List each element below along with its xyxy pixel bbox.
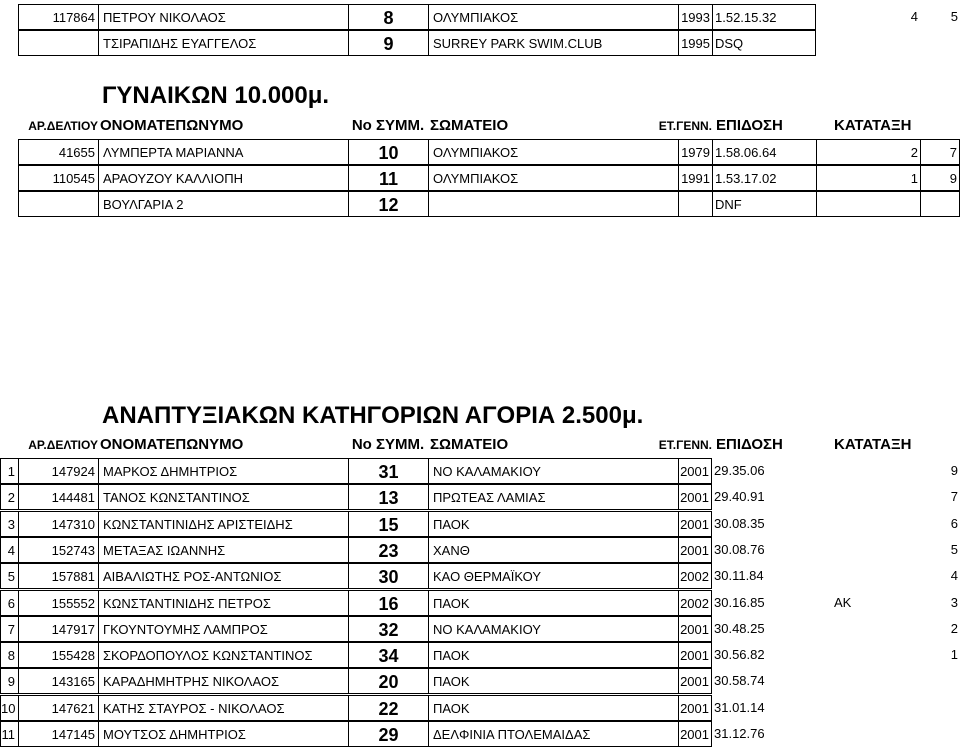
result-row-rank: 9 (920, 165, 960, 191)
result-row-year: 2001 (678, 458, 712, 484)
result-row-name: ΑΙΒΑΛΙΩΤΗΣ ΡΟΣ-ΑΝΤΩΝΙΟΣ (98, 563, 348, 589)
result-row-time: 1.58.06.64 (712, 139, 816, 165)
result-row-year: 2002 (678, 590, 712, 616)
result-row-club: ΠΑΟΚ (428, 668, 678, 694)
result-row (0, 511, 960, 537)
result-row-club: ΠΑΟΚ (428, 590, 678, 616)
result-row-club: ΔΕΛΦΙΝΙΑ ΠΤΟΛΕΜΑΙΔΑΣ (428, 721, 678, 747)
result-row (0, 668, 960, 694)
result-row-year: 2001 (678, 484, 712, 510)
result-row-note (832, 616, 920, 642)
result-row-no: 11 (348, 165, 428, 191)
result-row-no: 13 (348, 484, 428, 510)
result-row-rank: 9 (950, 463, 958, 478)
section2-header-rank: ΚΑΤΑΤΑΞΗ (834, 436, 912, 453)
result-row-pts (816, 191, 920, 217)
result-row-rank: 5 (950, 541, 958, 557)
result-row-club: ΟΛΥΜΠΙΑΚΟΣ (428, 165, 678, 191)
result-row-club: ΠΑΟΚ (428, 695, 678, 721)
result-row-pos: 5 (0, 563, 18, 589)
result-row (0, 590, 960, 616)
result-row-rank: 3 (950, 594, 958, 610)
result-row-pos: 2 (0, 484, 18, 510)
result-row-id: 110545 (18, 165, 98, 191)
result-row-year: 2002 (678, 563, 712, 589)
top-row (0, 30, 960, 56)
top-row-year: 1995 (678, 30, 712, 56)
section2-header-year: ΕΤ.ΓΕΝΝ. (658, 438, 712, 452)
top-row-id (18, 30, 98, 56)
result-row-pos: 1 (0, 458, 18, 484)
result-row-club: ΚΑΟ ΘΕΡΜΑΪΚΟΥ (428, 563, 678, 589)
result-row-name: ΣΚΟΡΔΟΠΟΥΛΟΣ ΚΩΝΣΤΑΝΤΙΝΟΣ (98, 642, 348, 668)
result-row-time: 30.08.35 (714, 515, 765, 531)
result-row-time: 29.35.06 (714, 463, 765, 478)
top-row-club: ΟΛΥΜΠΙΑΚΟΣ (428, 4, 678, 30)
result-row-note (832, 721, 920, 747)
result-row-rank: 2 (950, 620, 958, 636)
result-row-club: ΧΑΝΘ (428, 537, 678, 563)
result-row-time: 30.48.25 (714, 620, 765, 636)
result-row-rank: 6 (950, 515, 958, 531)
result-row-no: 15 (348, 511, 428, 537)
section-title: ΓΥΝΑΙΚΩΝ 10.000μ. (102, 82, 330, 109)
result-row-note: ΑΚ (834, 594, 852, 610)
result-row-year: 2001 (678, 695, 712, 721)
result-row-no: 22 (348, 695, 428, 721)
top-row-year: 1993 (678, 4, 712, 30)
result-row-pos: 7 (0, 616, 18, 642)
result-row (0, 642, 960, 668)
result-row-time: 30.56.82 (714, 647, 765, 663)
result-row-id: 147310 (18, 511, 98, 537)
top-row-rank (920, 30, 960, 56)
section1-header-row (0, 113, 960, 139)
result-row-pos: 9 (0, 668, 18, 694)
top-row-no: 8 (348, 4, 428, 30)
result-row-club: ΠΡΩΤΕΑΣ ΛΑΜΙΑΣ (428, 484, 678, 510)
top-row (0, 4, 960, 30)
result-row (0, 191, 960, 217)
result-row-name: ΑΡΑΟΥΖΟΥ ΚΑΛΛΙΟΠΗ (98, 165, 348, 191)
result-row-club: ΟΛΥΜΠΙΑΚΟΣ (428, 139, 678, 165)
result-row-time: 30.58.74 (714, 673, 765, 689)
result-row-no: 29 (348, 721, 428, 747)
result-row-pos: 8 (0, 642, 18, 668)
top-row-pts: 4 (910, 9, 918, 24)
section2-header-club: ΣΩΜΑΤΕΙΟ (430, 436, 509, 453)
result-row-name: ΒΟΥΛΓΑΡΙΑ 2 (98, 191, 348, 217)
top-row-name: ΠΕΤΡΟΥ ΝΙΚΟΛΑΟΣ (98, 4, 348, 30)
section2-header-id: ΑΡ.ΔΕΛΤΙΟΥ (28, 438, 98, 452)
section2-header-row (0, 432, 960, 458)
result-row-rank (920, 668, 960, 694)
top-row-time: DSQ (712, 30, 816, 56)
result-row-pts: 2 (816, 139, 920, 165)
top-row-id: 117864 (18, 4, 98, 30)
result-row-name: ΤΑΝΟΣ ΚΩΝΣΤΑΝΤΙΝΟΣ (98, 484, 348, 510)
result-row-id: 147924 (18, 458, 98, 484)
section1-header-id: ΑΡ.ΔΕΛΤΙΟΥ (28, 119, 98, 133)
result-row-club: ΝΟ ΚΑΛΑΜΑΚΙΟΥ (428, 616, 678, 642)
result-row-id: 152743 (18, 537, 98, 563)
result-row-time: 1.53.17.02 (712, 165, 816, 191)
result-row-pts: 1 (816, 165, 920, 191)
section1-header-time: ΕΠΙΔΟΣΗ (716, 117, 783, 134)
section1-header-club: ΣΩΜΑΤΕΙΟ (430, 117, 509, 134)
section1-header-no: Νο ΣΥΜΜ. (351, 117, 425, 134)
result-row-id: 147917 (18, 616, 98, 642)
result-row-name: ΚΑΤΗΣ ΣΤΑΥΡΟΣ - ΝΙΚΟΛΑΟΣ (98, 695, 348, 721)
section1-header-year: ΕΤ.ΓΕΝΝ. (658, 119, 712, 133)
result-row-rank: 1 (950, 647, 958, 663)
result-row-time: 30.16.85 (714, 594, 765, 610)
result-row-no: 32 (348, 616, 428, 642)
result-row (0, 563, 960, 589)
result-row (0, 458, 960, 484)
result-row-id: 147621 (18, 695, 98, 721)
section1-header-name: ΟΝΟΜΑΤΕΠΩΝΥΜΟ (100, 117, 244, 134)
result-row-id: 155552 (18, 590, 98, 616)
result-row-note (832, 511, 920, 537)
result-row-no: 16 (348, 590, 428, 616)
result-row-name: ΜΕΤΑΞΑΣ ΙΩΑΝΝΗΣ (98, 537, 348, 563)
result-row-rank (920, 695, 960, 721)
result-row-club (428, 191, 678, 217)
result-row-note (832, 484, 920, 510)
result-row-year: 2001 (678, 668, 712, 694)
result-row-year: 2001 (678, 642, 712, 668)
top-row-rank: 5 (950, 9, 958, 24)
result-row-no: 30 (348, 563, 428, 589)
result-row-note (832, 458, 920, 484)
result-row-id: 157881 (18, 563, 98, 589)
result-row-time: 30.11.84 (714, 568, 764, 584)
result-row-club: ΠΑΟΚ (428, 642, 678, 668)
result-row-id: 155428 (18, 642, 98, 668)
section1-header-rank: ΚΑΤΑΤΑΞΗ (834, 117, 912, 134)
result-row-pos: 6 (0, 590, 18, 616)
section2-header-no: Νο ΣΥΜΜ. (351, 436, 425, 453)
result-row-time: DNF (712, 191, 816, 217)
result-row-no: 12 (348, 191, 428, 217)
result-row-note (832, 695, 920, 721)
result-row-year (678, 191, 712, 217)
result-row (0, 695, 960, 721)
result-row-pos: 3 (0, 511, 18, 537)
result-row-time: 30.08.76 (714, 541, 765, 557)
result-row-rank (920, 721, 960, 747)
result-row-no: 34 (348, 642, 428, 668)
result-row-year: 1991 (678, 165, 712, 191)
result-row-name: ΚΩΝΣΤΑΝΤΙΝΙΔΗΣ ΠΕΤΡΟΣ (98, 590, 348, 616)
result-row-pos: 10 (0, 695, 18, 721)
result-row-name: ΜΟΥΤΣΟΣ ΔΗΜΗΤΡΙΟΣ (98, 721, 348, 747)
result-row-year: 2001 (678, 537, 712, 563)
section2-header-time: ΕΠΙΔΟΣΗ (716, 436, 783, 453)
result-row-year: 2001 (678, 721, 712, 747)
result-row (0, 537, 960, 563)
result-row-id: 143165 (18, 668, 98, 694)
result-row-pos: 11 (0, 721, 18, 747)
result-row-time: 29.40.91 (714, 489, 765, 505)
result-row (0, 139, 960, 165)
result-row-name: ΚΩΝΣΤΑΝΤΙΝΙΔΗΣ ΑΡΙΣΤΕΙΔΗΣ (98, 511, 348, 537)
result-row-name: ΓΚΟΥΝΤΟΥΜΗΣ ΛΑΜΠΡΟΣ (98, 616, 348, 642)
top-row-name: ΤΣΙΡΑΠΙΔΗΣ ΕΥΑΓΓΕΛΟΣ (98, 30, 348, 56)
result-row-no: 20 (348, 668, 428, 694)
result-row-club: ΠΑΟΚ (428, 511, 678, 537)
result-row-year: 2001 (678, 616, 712, 642)
result-row-id: 147145 (18, 721, 98, 747)
result-row-rank: 7 (950, 489, 958, 505)
section-title: ΑΝΑΠΤΥΞΙΑΚΩΝ ΚΑΤΗΓΟΡΙΩΝ ΑΓΟΡΙΑ 2.500μ. (102, 402, 644, 429)
result-row-time: 31.12.76 (714, 726, 765, 741)
result-row-id: 41655 (18, 139, 98, 165)
result-row-no: 10 (348, 139, 428, 165)
result-row (0, 616, 960, 642)
result-row-rank: 7 (920, 139, 960, 165)
top-row-no: 9 (348, 30, 428, 56)
result-row-year: 1979 (678, 139, 712, 165)
result-row-time: 31.01.14 (714, 699, 765, 715)
top-row-pts (816, 30, 920, 56)
top-row-time: 1.52.15.32 (712, 4, 816, 30)
result-row-note (832, 668, 920, 694)
result-row-id (18, 191, 98, 217)
result-row-pos: 4 (0, 537, 18, 563)
result-row-year: 2001 (678, 511, 712, 537)
section2-header-name: ΟΝΟΜΑΤΕΠΩΝΥΜΟ (100, 436, 244, 453)
result-row-name: ΚΑΡΑΔΗΜΗΤΡΗΣ ΝΙΚΟΛΑΟΣ (98, 668, 348, 694)
result-row-note (832, 537, 920, 563)
result-row-note (832, 563, 920, 589)
result-row-rank: 4 (950, 568, 958, 584)
result-row (0, 721, 960, 747)
result-row (0, 165, 960, 191)
result-row-note (832, 642, 920, 668)
result-row-id: 144481 (18, 484, 98, 510)
result-row-club: ΝΟ ΚΑΛΑΜΑΚΙΟΥ (428, 458, 678, 484)
result-row-no: 31 (348, 458, 428, 484)
top-row-club: SURREY PARK SWIM.CLUB (428, 30, 678, 56)
result-row-no: 23 (348, 537, 428, 563)
result-row (0, 484, 960, 510)
result-row-rank (920, 191, 960, 217)
result-row-name: ΜΑΡΚΟΣ ΔΗΜΗΤΡΙΟΣ (98, 458, 348, 484)
result-row-name: ΛΥΜΠΕΡΤΑ ΜΑΡΙΑΝΝΑ (98, 139, 348, 165)
